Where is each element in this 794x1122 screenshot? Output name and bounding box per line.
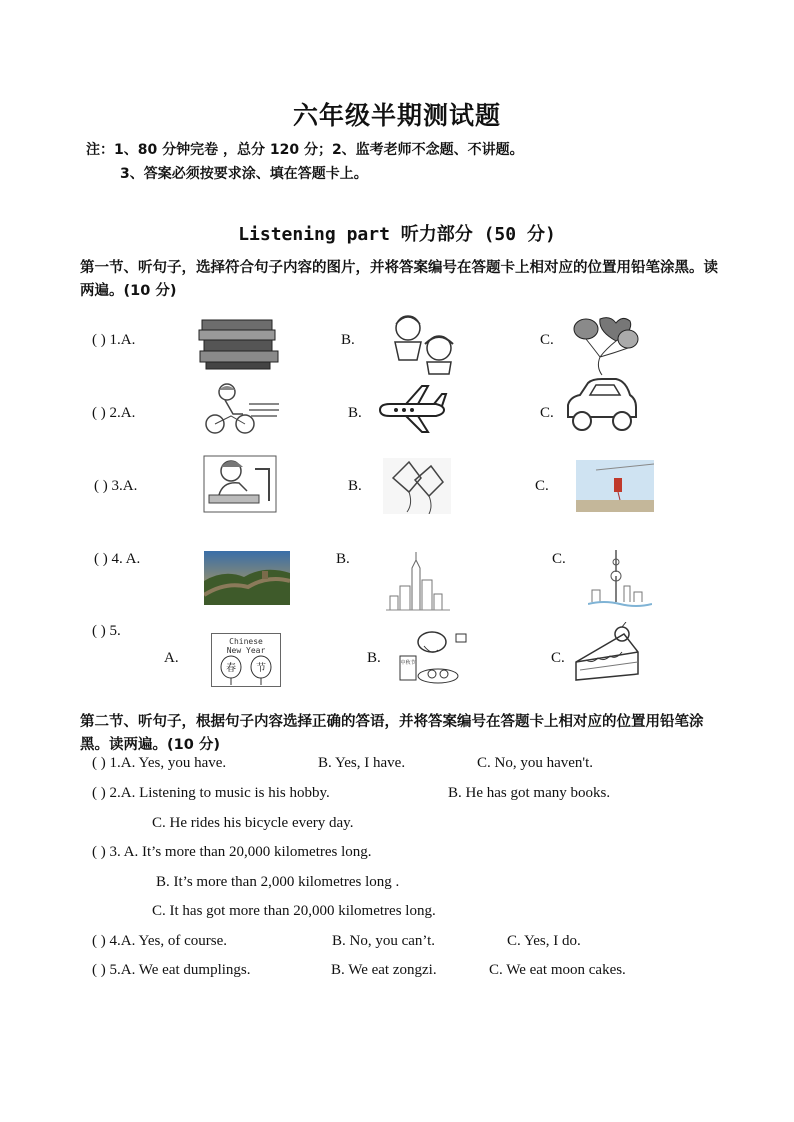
note-line-2: 3、答案必须按要求涂、填在答题卡上。 [120,166,368,182]
cake-picture [572,622,642,682]
question-5-option-a: A. [164,650,179,666]
part2-instruction: 第二节、听句子，根据句子内容选择正确的答语，并将答案编号在答题卡上相对应的位置用铅笔涂黑。读两遍。(10 分) [80,714,704,753]
question-1-option-c: C. [540,332,554,348]
question-5-option-b: B. [367,650,381,666]
question-4-option-c: C. [552,551,566,567]
lantern-text-2: 节 [256,663,266,674]
kites-picture [383,458,451,514]
question-4-option-b: B. [336,551,350,567]
mc-question-5-option-c: C. We eat moon cakes. [489,962,626,978]
mc-question-3-option-c: C. It has got more than 20,000 kilometres long. [152,903,436,919]
mc-question-2-option-b: B. He has got many books. [448,785,611,801]
children-playing-picture [383,310,465,376]
car-picture [562,377,638,437]
part1-instruction: 第一节、听句子，选择符合句子内容的图片，并将答案编号在答题卡上相对应的位置用铅笔涂黑。读两遍。(10 分) [80,260,718,299]
lantern-text-1: 春 [226,663,236,674]
section-heading: Listening part 听力部分 (50 分) [238,224,556,245]
question-5-number: ( ) 5. [92,623,121,639]
question-3-option-b: B. [348,478,362,494]
question-1-number: ( ) 1.A. [92,332,136,348]
question-3-number: ( ) 3.A. [94,478,138,494]
mc-question-5-option-b: B. We eat zongzi. [331,962,437,978]
mc-question-1-option-b: B. Yes, I have. [318,755,406,771]
girl-riding-bike-picture [203,380,281,436]
question-2-option-c: C. [540,405,554,421]
mc-question-2-option-c: C. He rides his bicycle every day. [152,815,354,831]
mc-question-3: ( ) 3. A. It’s more than 20,000 kilometres long. [92,844,372,860]
chinese-new-year-picture [211,633,281,687]
tv-tower-skyline-picture [588,546,652,610]
mid-autumn-picture [394,628,470,688]
question-1-option-b: B. [341,332,355,348]
question-2-option-b: B. [348,405,362,421]
skyscrapers-picture [386,550,450,612]
mc-question-5: ( ) 5.A. We eat dumplings. [92,962,251,978]
mc-question-1-option-c: C. No, you haven't. [477,755,594,771]
mid-autumn-label: 中秋节 [400,661,416,666]
question-3-option-c: C. [535,478,549,494]
mc-question-4: ( ) 4.A. Yes, of course. [92,933,227,949]
great-wall-photo [204,551,290,605]
question-5-option-c: C. [551,650,565,666]
boy-at-desk-picture [203,455,277,513]
cny-text-line2: New Year [226,646,266,655]
mc-question-1: ( ) 1.A. Yes, you have. [92,755,227,771]
mc-question-4-option-c: C. Yes, I do. [507,933,581,949]
airplane-picture [376,384,448,434]
cny-text-line1: Chinese [229,637,263,646]
mc-question-4-option-b: B. No, you can’t. [332,933,436,949]
page-title: 六年级半期测试题 [292,101,501,130]
note-line-1: 注：1、80 分钟完卷 ，总分 120 分；2、监考老师不念题、不讲题。 [86,142,524,158]
flying-kite-photo [576,460,654,512]
mc-question-3-option-b: B. It’s more than 2,000 kilometres long . [156,874,400,890]
mc-question-2: ( ) 2.A. Listening to music is his hobby. [92,785,330,801]
question-2-number: ( ) 2.A. [92,405,136,421]
balloons-picture [570,315,642,377]
question-4-number: ( ) 4. A. [94,551,141,567]
books-picture [198,316,280,370]
